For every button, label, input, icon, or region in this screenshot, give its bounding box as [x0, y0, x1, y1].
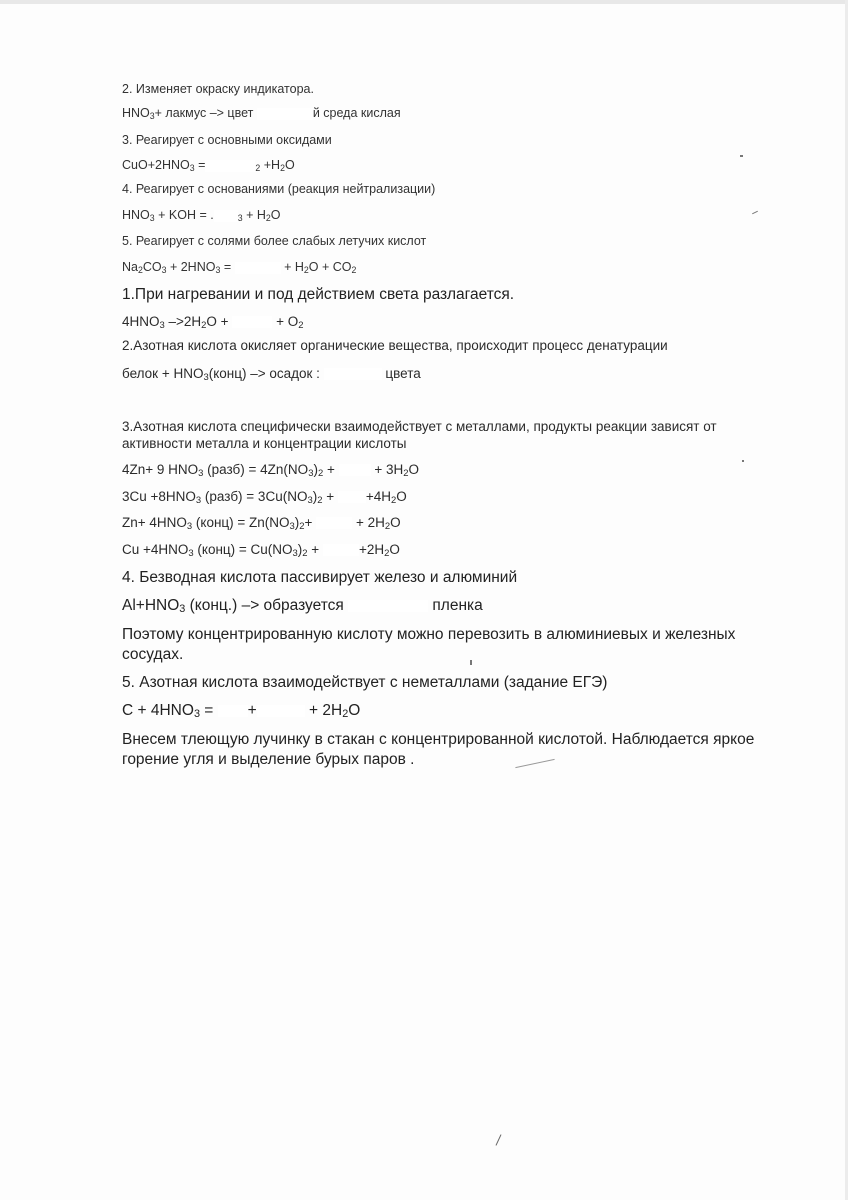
answer-blank	[257, 705, 305, 717]
equation-line: $Zn+ 4HNO_3$ (конц) = $Zn(NO_3)_2+ + 2H_2O$	[122, 515, 401, 532]
answer-blank	[339, 464, 371, 476]
text-line: 3. Реагирует с основными оксидами	[122, 133, 332, 147]
answer-blank	[338, 491, 366, 503]
answer-blank	[214, 210, 238, 222]
heading-line: 4. Безводная кислота пассивирует железо и алюминий	[122, 569, 518, 586]
equation-line: $C + 4HNO_3$ = + + $2H_2O$	[122, 702, 361, 720]
text-line: 4. Реагирует с основаниями (реакция нейтрализации)	[122, 182, 436, 196]
scan-speck	[496, 1134, 502, 1145]
heading-line: 5. Азотная кислота взаимодействует с неметаллами (задание ЕГЭ)	[122, 674, 608, 691]
answer-blank	[235, 262, 281, 274]
equation-line: $4HNO_3$ $->2H_2O$ + + $O_2$	[122, 314, 304, 331]
answer-blank	[323, 544, 359, 556]
scan-speck	[740, 155, 743, 157]
answer-blank	[324, 368, 382, 380]
scan-edge	[0, 0, 848, 4]
text-line: 2. Изменяет окраску индикатора.	[122, 82, 314, 96]
scan-speck	[470, 660, 472, 665]
equation-line: $Al+HNO_3$ (конц.) –> образуется пленка	[122, 597, 483, 615]
scan-speck	[752, 211, 758, 214]
answer-blank	[348, 600, 428, 612]
answer-blank	[205, 160, 255, 172]
equation-line: $HNO_3$ + KOH = . $_3 + H_2O$	[122, 208, 281, 223]
equation-line: $HNO_3+$ лакмус –> цвет й среда кислая	[122, 106, 401, 121]
scan-speck	[742, 460, 744, 462]
answer-blank	[232, 316, 272, 328]
text-paragraph: 3.Азотная кислота специфически взаимодействует с металлами, продукты реакции зависят от активности металла и концентрации кислоты	[122, 419, 717, 451]
equation-line: 4Zn+ 9 $HNO_3$ (разб) = $4Zn(NO_3)_2$ + + $3H_2O$	[122, 462, 419, 479]
answer-blank	[316, 517, 352, 529]
text-line: 5. Реагирует с солями более слабых летучих кислот	[122, 234, 427, 248]
equation-line: $Cu +4HNO_3$ (конц) = $Cu(NO_3)_2 + +2H_2O$	[122, 542, 400, 559]
equation-line: белок + $HNO_3(конц)$ –> осадок : цвета	[122, 366, 421, 383]
equation-line: $Na_2CO_3 + 2HNO_3$ = + $H_2O + CO_2$	[122, 260, 357, 275]
text-paragraph: Поэтому концентрированную кислоту можно перевозить в алюминиевых и железных сосудах.	[122, 626, 736, 663]
text-paragraph: Внесем тлеющую лучинку в стакан с концентрированной кислотой. Наблюдается яркое горение угля и выделение бурых паров .	[122, 731, 755, 768]
equation-line: $CuO+2HNO_3 = _2 +H_2O$	[122, 158, 295, 173]
equation-line: $3Cu +8HNO_3$ (разб) = $3Cu(NO_3)_2 + +4H_2O$	[122, 489, 407, 506]
answer-blank	[218, 705, 248, 717]
answer-blank	[257, 108, 313, 120]
text-line: 2.Азотная кислота окисляет органические вещества, происходит процесс денатурации	[122, 338, 668, 353]
heading-line: 1.При нагревании и под действием света разлагается.	[122, 286, 515, 303]
